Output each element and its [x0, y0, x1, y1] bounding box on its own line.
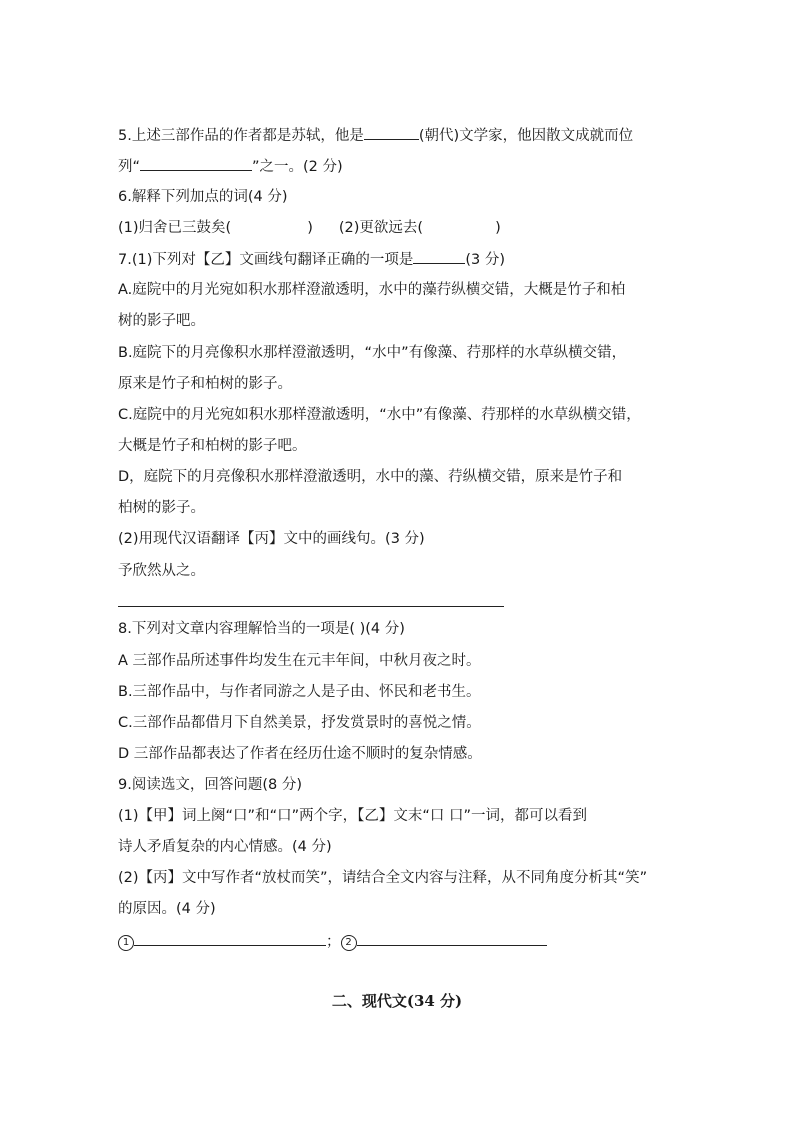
q9-answer-blank-1[interactable] — [134, 931, 326, 946]
q5-blank-title[interactable] — [140, 156, 252, 171]
q6-item1-b: ) — [307, 220, 313, 236]
q9-p1-line1: (1)【甲】词上阕“口”和“口”两个字，【乙】文末“口 口”一词，都可以看到 — [118, 808, 587, 824]
q7-title — [118, 249, 505, 270]
circled-number-2: 2 — [341, 935, 357, 951]
q6-title: 6.解释下列加点的词(4 分) — [118, 189, 288, 205]
q5-line-2 — [118, 156, 343, 177]
q9-separator: ； — [326, 934, 341, 950]
circled-number-1: 1 — [118, 935, 134, 951]
q8-option-d: D 三部作品都表达了作者在经历仕途不顺时的复杂情感。 — [118, 746, 482, 762]
q7-option-d-line2: 柏树的影子。 — [118, 500, 205, 516]
q9-p2-line1: (2)【丙】文中写作者“放杖而笑”，请结合全文内容与注释，从不同角度分析其“笑” — [118, 870, 648, 886]
q7-answer-line[interactable] — [118, 606, 504, 607]
q8-title: 8.下列对文章内容理解恰当的一项是( )(4 分) — [118, 621, 405, 637]
q5-line-1 — [118, 125, 633, 146]
q8-option-a: A 三部作品所述事件均发生在元丰年间，中秋月夜之时。 — [118, 653, 481, 669]
q6-item2-a: (2)更欲远去( — [338, 220, 424, 236]
q5-text-d: ”之一。(2 分) — [252, 159, 343, 175]
q9-answer-row — [118, 931, 547, 952]
q7-option-a-line2: 树的影子吧。 — [118, 313, 205, 329]
q7-option-b-line1: B.庭院下的月亮像积水那样澄澈透明，“水中”有像藻、荇那样的水草纵横交错， — [118, 345, 627, 361]
q7-option-c-line2: 大概是竹子和柏树的影子吧。 — [118, 438, 307, 454]
q9-p1-line2: 诗人矛盾复杂的内心情感。(4 分) — [118, 839, 332, 855]
q6-item2-b: ) — [495, 220, 501, 236]
q7-title-b: (3 分) — [465, 252, 506, 268]
q9-p2-line2: 的原因。(4 分) — [118, 901, 216, 917]
q7-title-a: 7.(1)下列对【乙】文画线句翻译正确的一项是 — [118, 252, 414, 268]
q8-option-c: C.三部作品都借月下自然美景，抒发赏景时的喜悦之情。 — [118, 715, 481, 731]
q5-text-c: 列“ — [118, 159, 141, 175]
q8-option-b: B.三部作品中，与作者同游之人是子由、怀民和老书生。 — [118, 684, 481, 700]
q7-answer-blank[interactable] — [413, 249, 465, 264]
q5-blank-dynasty[interactable] — [364, 125, 419, 140]
section-title: 二、现代文(34 分) — [331, 992, 463, 1010]
q7-option-a-line1: A.庭院中的月光宛如积水那样澄澈透明，水中的藻荇纵横交错，大概是竹子和柏 — [118, 282, 626, 298]
q7-option-c-line1: C.庭院中的月光宛如积水那样澄澈透明，“水中”有像藻、荇那样的水草纵横交错， — [118, 407, 641, 423]
q7-option-d-line1: D，庭院下的月亮像积水那样澄澈透明，水中的藻、荇纵横交错，原来是竹子和 — [118, 469, 623, 485]
q9-title: 9.阅读选文，回答问题(8 分) — [118, 777, 302, 793]
q5-text-b: (朝代)文学家，他因散文成就而位 — [418, 128, 634, 144]
q9-answer-blank-2[interactable] — [357, 931, 547, 946]
q6-item1-a: (1)归舍已三鼓矣( — [118, 220, 232, 236]
q6-items — [118, 218, 501, 238]
q7-part2: (2)用现代汉语翻译【丙】文中的画线句。(3 分) — [118, 531, 425, 547]
q7-sentence: 予欣然从之。 — [118, 563, 205, 579]
q5-text-a: 5.上述三部作品的作者都是苏轼，他是 — [118, 128, 364, 144]
q7-option-b-line2: 原来是竹子和柏树的影子。 — [118, 376, 292, 392]
